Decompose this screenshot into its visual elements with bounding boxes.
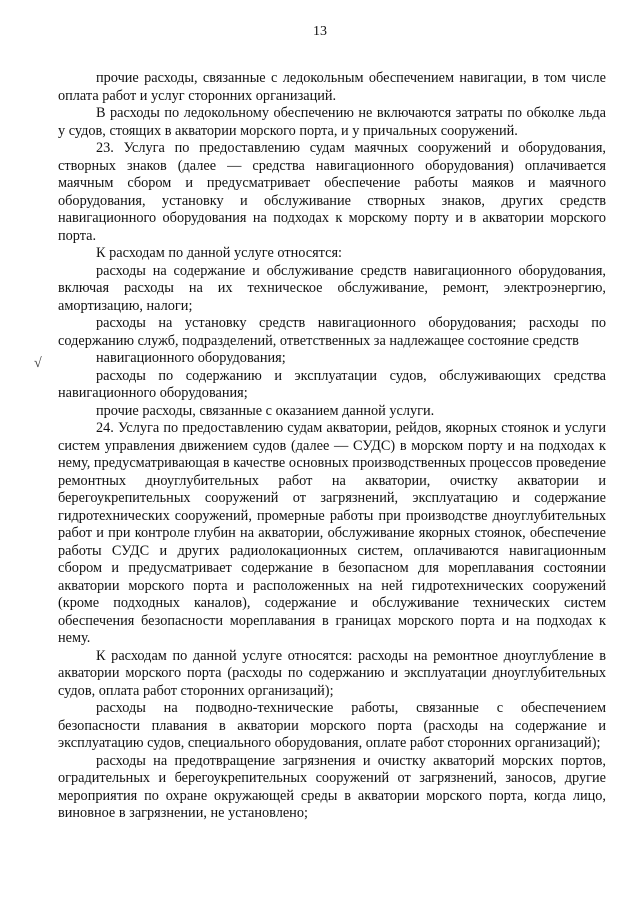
paragraph-navaid-installation-expenses: расходы на установку средств навигационного оборудования; расходы по содержанию служб, подразделений, ответственных за надлежащее состояние средств <box>58 315 606 349</box>
paragraph-underwater-works-expenses: расходы на подводно-технические работы, связанные с обеспечением безопасности плавания в акватории морского порта (расходы на содержание и эксплуатацию судов, специального оборудования, оплате работ сторонних организаций); <box>58 700 606 751</box>
paragraph-navaid-continuation: навигационного оборудования; <box>96 350 286 366</box>
paragraph-section-24-expenses-intro: К расходам по данной услуге относятся: расходы на ремонтное дноуглубление в акватории морского порта (расходы по содержанию и эксплуатации дноуглубительных судов, оплата работ сторонних организаций); <box>58 647 606 699</box>
paragraph-other-icebreaking-expenses: прочие расходы, связанные с ледокольным обеспечением навигации, в том числе оплата работ и услуг сторонних организаций. <box>58 70 606 104</box>
document-body <box>58 70 606 823</box>
margin-check-mark: √ <box>34 356 42 371</box>
paragraph-other-service-expenses: прочие расходы, связанные с оказанием данной услуги. <box>96 402 435 419</box>
paragraph-pollution-prevention-expenses: расходы на предотвращение загрязнения и очистку акваторий морских портов, оградительных и берегоукрепительных сооружений от загрязнений, заносов, другие мероприятия по охране окружающей среды в акватории морского порта, когда лицо, виновное в загрязнении, не установлено; <box>58 752 606 821</box>
paragraph-section-24: 24. Услуга по предоставлению судам акватории, рейдов, якорных стоянок и услуги систем управления движением судов (далее — СУДС) в морском порту и на подходах к нему, предусматривающая в качестве основных производственных процессов проведение ремонтных дноуглубительных работ на акватории, очистку акватории и берегоукрепительных сооружений от загрязнений, эксплуатацию и содержание гидротехнических сооружений, промерные работы при производстве дноуглубительных работ и при контроле глубин на акватории, обслуживание якорных стоянок, обеспечение работы СУДС и других радиолокационных систем, оплачиваются навигационным сбором и предусматривает содержание в безопасном для мореплавания состоянии акватории морского порта и расположенных на ней гидротехнических сооружений (кроме подходных каналов), содержание и обслуживание технических систем обеспечения безопасности мореплавания в границах морского порта и на подходах к нему. <box>58 420 606 646</box>
paragraph-section-23-expenses-intro: К расходам по данной услуге относятся: <box>96 245 342 261</box>
page-number: 13 <box>313 24 327 39</box>
paragraph-section-23: 23. Услуга по предоставлению судам маячных сооружений и оборудования, створных знаков (далее — средства навигационного оборудования) оплачивается маячным сбором и предусматривает обеспечение работы маяков и маячного оборудования, установку и обслуживание створных знаков, других средств навигационного оборудования на подходах к морскому порту и в акватории морского порта. <box>58 140 606 244</box>
paragraph-navaid-maintenance-expenses: расходы на содержание и обслуживание средств навигационного оборудования, включая расходы на их техническое обслуживание, ремонт, электроэнергию, амортизацию, налоги; <box>58 262 606 314</box>
paragraph-icebreaking-exclusions: В расходы по ледокольному обеспечению не включаются затраты по обколке льда у судов, стоящих в акватории морского порта, и у причальных сооружений. <box>58 105 606 139</box>
paragraph-vessel-expenses: расходы по содержанию и эксплуатации судов, обслуживающих средства навигационного оборудования; <box>58 367 606 401</box>
